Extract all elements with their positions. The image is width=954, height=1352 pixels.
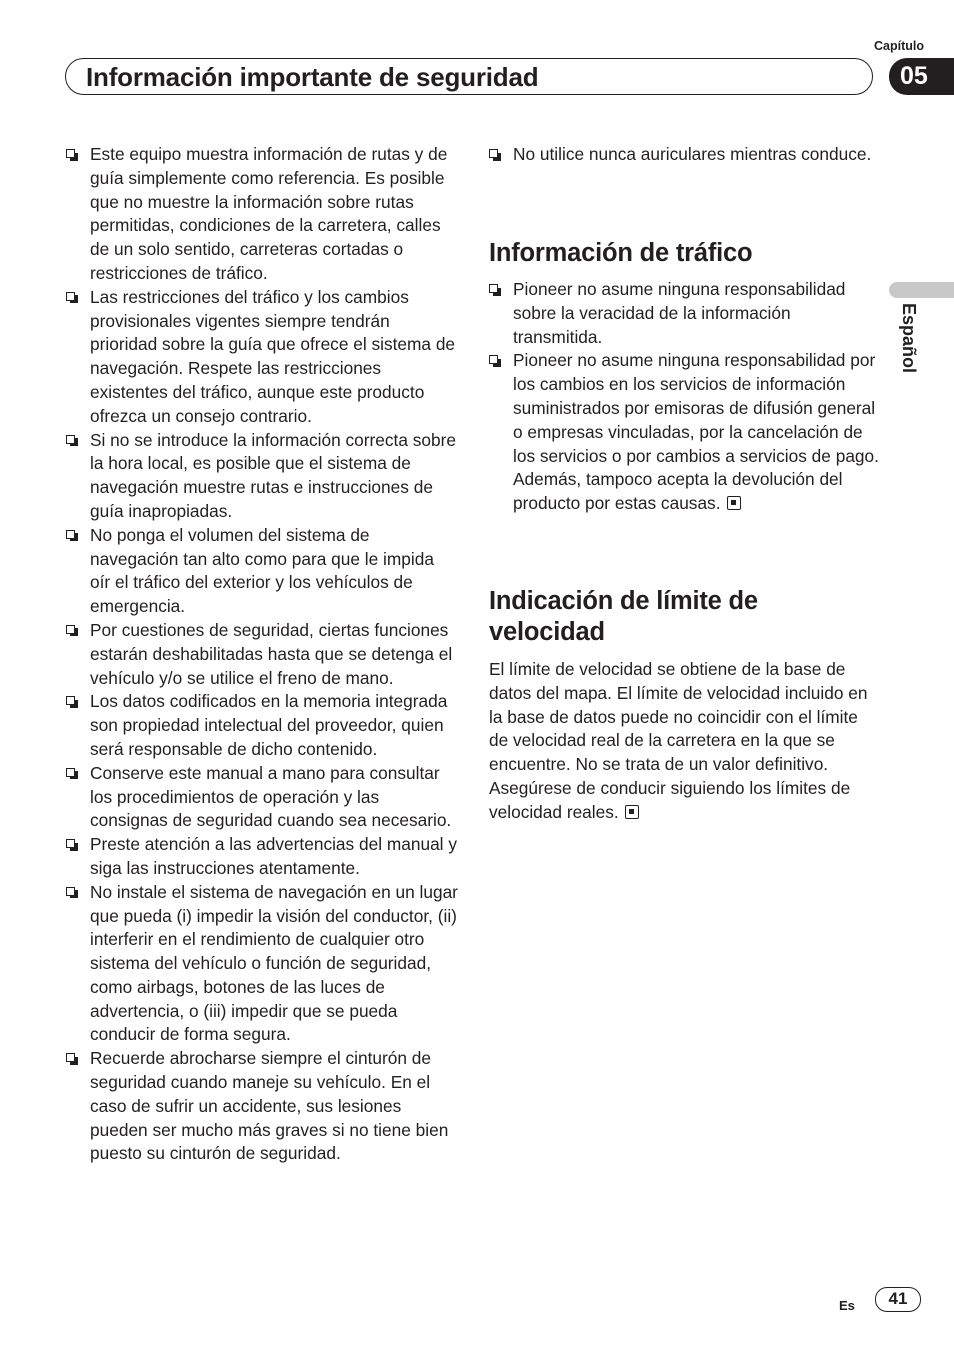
checkbox-bullet-icon (66, 292, 75, 301)
section-end-icon (625, 805, 639, 819)
list-item: Las restricciones del tráfico y los cambios provisionales vigentes siempre tendrán prioridad sobre la guía que ofrece el sistema de navegación. Respete las restricciones existentes del tráfico, aunque este producto ofrezca un consejo contrario. (66, 286, 458, 429)
page-number: 41 (875, 1287, 921, 1312)
list-item: Recuerde abrocharse siempre el cinturón de seguridad cuando maneje su vehículo. En el caso de sufrir un accidente, sus lesiones pueden ser mucho más graves si no tiene bien puesto su cinturón de seguridad. (66, 1047, 458, 1166)
checkbox-bullet-icon (66, 768, 75, 777)
right-column-top (489, 143, 881, 167)
list-item: Este equipo muestra información de rutas y de guía simplemente como referencia. Es posible que no muestre la información sobre rutas permitidas, condiciones de la carretera, calles de un solo sentido, carreteras cortadas o restricciones de tráfico. (66, 143, 458, 286)
checkbox-bullet-icon (489, 355, 498, 364)
checkbox-bullet-icon (66, 530, 75, 539)
checkbox-bullet-icon (66, 1053, 75, 1062)
chapter-label: Capítulo (874, 39, 924, 53)
page-title: Información importante de seguridad (86, 62, 539, 92)
checkbox-bullet-icon (489, 149, 498, 158)
footer-language-code: Es (839, 1298, 855, 1313)
checkbox-bullet-icon (66, 696, 75, 705)
list-item: No utilice nunca auriculares mientras conduce. (489, 143, 881, 167)
checkbox-bullet-icon (66, 435, 75, 444)
traffic-list (489, 278, 881, 516)
chapter-number-badge: 05 (889, 58, 954, 95)
section-heading-speed: Indicación de límite de velocidad (489, 587, 758, 646)
section-end-icon (727, 496, 741, 510)
left-column (66, 143, 458, 1166)
list-item: Por cuestiones de seguridad, ciertas funciones estarán deshabilitadas hasta que se detenga el vehículo y/o se utilice el freno de mano. (66, 619, 458, 690)
list-item: Pioneer no asume ninguna responsabilidad por los cambios en los servicios de información suministrados por emisoras de difusión general o empresas vinculadas, por la cancelación de los servicios o por cambios a servicios de pago. Además, tampoco acepta la devolución del producto por estas causas. (489, 349, 881, 516)
speed-paragraph: El límite de velocidad se obtiene de la base de datos del mapa. El límite de velocidad incluido en la base de datos puede no coincidir con el límite de velocidad real de la carretera en la que se encuentre. No se trata de un valor definitivo. Asegúrese de conducir siguiendo los límites de velocidad reales. (489, 659, 868, 822)
list-item: Si no se introduce la información correcta sobre la hora local, es posible que el sistema de navegación muestre rutas e instrucciones de guía inapropiadas. (66, 429, 458, 524)
checkbox-bullet-icon (66, 625, 75, 634)
language-side-label: Español (899, 303, 919, 374)
list-item: Los datos codificados en la memoria integrada son propiedad intelectual del proveedor, quien será responsable de dicho contenido. (66, 690, 458, 761)
checkbox-bullet-icon (489, 284, 498, 293)
list-item: No ponga el volumen del sistema de navegación tan alto como para que le impida oír el tráfico del exterior y los vehículos de emergencia. (66, 524, 458, 619)
list-item: Preste atención a las advertencias del manual y siga las instrucciones atentamente. (66, 833, 458, 881)
checkbox-bullet-icon (66, 149, 75, 158)
list-item: Conserve este manual a mano para consultar los procedimientos de operación y las consignas de seguridad cuando sea necesario. (66, 762, 458, 833)
list-item: Pioneer no asume ninguna responsabilidad sobre la veracidad de la información transmitida. (489, 278, 881, 349)
language-tab-marker (889, 282, 954, 298)
checkbox-bullet-icon (66, 887, 75, 896)
checkbox-bullet-icon (66, 839, 75, 848)
list-item: No instale el sistema de navegación en un lugar que pueda (i) impedir la visión del conductor, (ii) interferir en el rendimiento de cualquier otro sistema del vehículo o función de seguridad, como airbags, botones de las luces de advertencia, o (iii) impedir que se pueda conducir de forma segura. (66, 881, 458, 1048)
section-heading-traffic: Información de tráfico (489, 239, 753, 267)
